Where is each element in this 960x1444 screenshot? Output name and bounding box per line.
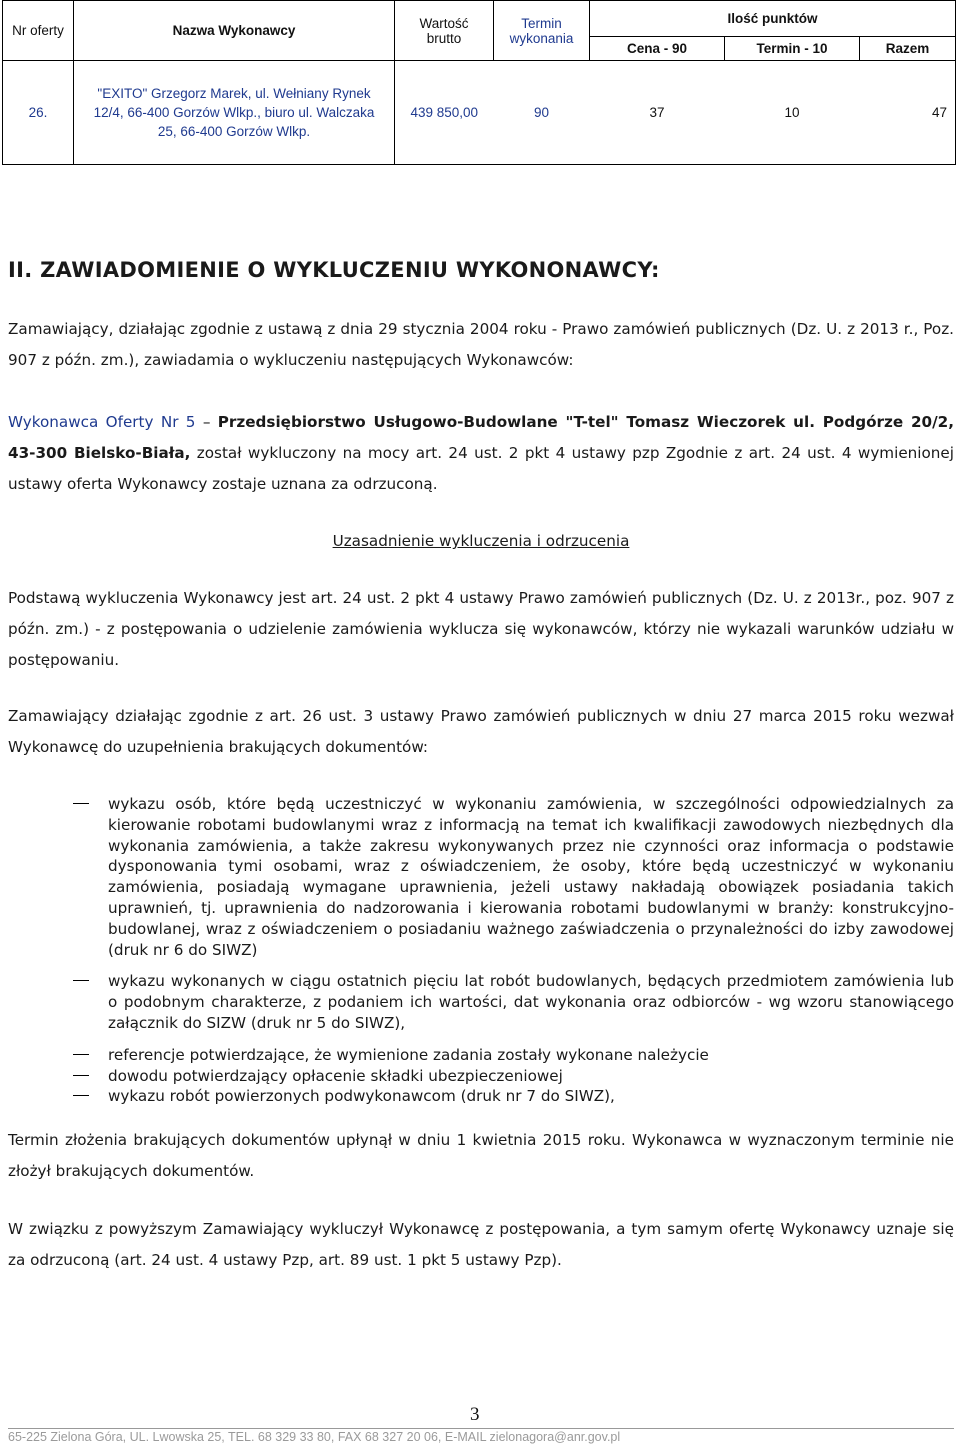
dash-bullet-icon bbox=[73, 1075, 89, 1076]
document-text: wykazu wykonanych w ciągu ostatnich pięciu lat robót budowlanych, będących przedmiotem zamówienia lub o podobnym charakterze, z podaniem ich wartości, dat wykonania oraz odbiorców - wg wzoru stanowiącego załącznik do SIZW (druk nr 5 do SIWZ), bbox=[108, 972, 954, 1032]
header-term-points: Termin - 10 bbox=[725, 37, 860, 61]
dash-bullet-icon bbox=[73, 1095, 89, 1096]
document-text: wykazu robót powierzonych podwykonawcom (druk nr 7 do SIWZ), bbox=[108, 1087, 615, 1106]
list-item bbox=[8, 794, 954, 960]
dash-bullet-icon bbox=[73, 1054, 89, 1055]
header-term-line1: Termin bbox=[521, 15, 562, 31]
header-points: Ilość punktów bbox=[590, 1, 956, 37]
contractor-dash: – bbox=[202, 413, 211, 431]
cell-term-points: 10 bbox=[725, 61, 860, 165]
cell-total: 47 bbox=[860, 61, 956, 165]
header-value-line2: brutto bbox=[426, 30, 462, 46]
contractor-label: Wykonawca Oferty Nr 5 bbox=[8, 413, 196, 431]
footer: 65-225 Zielona Góra, UL. Lwowska 25, TEL. 68 329 33 80, FAX 68 327 20 06, E-MAIL zielonagora@anr.gov.pl bbox=[8, 1428, 954, 1444]
contractor-text bbox=[8, 407, 954, 500]
cell-price: 37 bbox=[590, 61, 725, 165]
intro-text: Zamawiający, działając zgodnie z ustawą z dnia 29 stycznia 2004 roku - Prawo zamówień publicznych (Dz. U. z 2013 r., Poz. 907 z późn. zm.), zawiadamia o wykluczeniu następujących Wykonawców: bbox=[8, 320, 954, 369]
documents-list-wrap bbox=[8, 794, 954, 1107]
justification-heading-wrap bbox=[8, 526, 954, 557]
header-name: Nazwa Wykonawcy bbox=[74, 1, 395, 61]
list-item bbox=[8, 1086, 954, 1107]
list-item bbox=[8, 1066, 954, 1087]
cell-term: 90 bbox=[494, 61, 590, 165]
header-value bbox=[395, 1, 494, 61]
dash-bullet-icon bbox=[73, 980, 89, 981]
list-item bbox=[8, 971, 954, 1033]
deadline-paragraph bbox=[8, 1125, 954, 1187]
justification-heading: Uzasadnienie wykluczenia i odrzucenia bbox=[332, 532, 630, 550]
conclusion-text: W związku z powyższym Zamawiający wykluczył Wykonawcę z postępowania, a tym samym ofertę Wykonawcy uznaje się za odrzuconą (art. 24 ust. 4 ustawy Pzp, art. 89 ust. 1 pkt 5 ustawy Pzp). bbox=[8, 1220, 954, 1269]
intro-paragraph bbox=[8, 314, 954, 376]
header-term bbox=[494, 1, 590, 61]
document-text: referencje potwierdzające, że wymienione zadania zostały wykonane należycie bbox=[108, 1045, 709, 1064]
header-total: Razem bbox=[860, 37, 956, 61]
deadline-text: Termin złożenia brakujących dokumentów upłynął w dniu 1 kwietnia 2015 roku. Wykonawca w wyznaczonym terminie nie złożył brakujących dokumentów. bbox=[8, 1131, 954, 1180]
contractor-paragraph bbox=[8, 407, 954, 500]
document-text: wykazu osób, które będą uczestniczyć w wykonaniu zamówienia, w szczególności odpowiedzialnych za kierowanie robotami budowlanymi wraz z informacją na temat ich kwalifikacji zawodowych niezbędnych dla wykonania zamówienia, a także zakresu wykonywanych przez nie czynności oraz informacja o podstawie dysponowania tymi osobami, wraz z oświadczeniem, że osoby, które będą uczestniczyć w wykonaniu zamówienia, posiadają wymagane uprawnienia, jeżeli ustawy nakładają obowiązek posiadania takich uprawnień, tj. uprawnienia do nadzorowania i kierowania robotami budowlanymi w branży: konstrukcyjno-budowlanej, wraz z oświadczeniem o posiadaniu ważnego zaświadczenia o przynależności do izby zawodowej (druk nr 6 do SIWZ) bbox=[108, 795, 954, 959]
contractor-name: Przedsiębiorstwo Usługowo-Budowlane "T-tel" Tomasz Wieczorek ul. Podgórze 20/2, 43-300 Bielsko-Biała, bbox=[8, 413, 954, 462]
basis-text: Podstawą wykluczenia Wykonawcy jest art. 24 ust. 2 pkt 4 ustawy Prawo zamówień publicznych (Dz. U. z 2013r., poz. 907 z późn. zm.) - z postępowania o udzielenie zamówienia wyklucza się wykonawców, którzy nie wykazali warunków udziału w postępowaniu. bbox=[8, 589, 954, 669]
cell-nr: 26. bbox=[3, 61, 74, 165]
dash-bullet-icon bbox=[73, 803, 89, 804]
cell-value: 439 850,00 bbox=[395, 61, 494, 165]
call-paragraph bbox=[8, 701, 954, 763]
results-table bbox=[2, 0, 956, 165]
page-number: 3 bbox=[470, 1404, 480, 1425]
basis-paragraph bbox=[8, 583, 954, 676]
header-term-line2: wykonania bbox=[509, 30, 574, 46]
contractor-rest: został wykluczony na mocy art. 24 ust. 2 pkt 4 ustawy pzp Zgodnie z art. 24 ust. 4 wymienionej ustawy oferta Wykonawcy zostaje uznana za odrzuconą. bbox=[8, 444, 954, 493]
section-title: II. ZAWIADOMIENIE O WYKLUCZENIU WYKONONAWCY: bbox=[8, 258, 660, 282]
header-nr: Nr oferty bbox=[3, 1, 74, 61]
header-value-line1: Wartość bbox=[419, 15, 469, 31]
conclusion-paragraph bbox=[8, 1214, 954, 1276]
cell-name: "EXITO" Grzegorz Marek, ul. Wełniany Rynek 12/4, 66-400 Gorzów Wlkp., biuro ul. Walczaka 25, 66-400 Gorzów Wlkp. bbox=[74, 61, 395, 165]
header-price: Cena - 90 bbox=[590, 37, 725, 61]
call-text: Zamawiający działając zgodnie z art. 26 ust. 3 ustawy Prawo zamówień publicznych w dniu 27 marca 2015 roku wezwał Wykonawcę do uzupełnienia brakujących dokumentów: bbox=[8, 707, 954, 756]
table-row bbox=[3, 61, 956, 165]
document-text: dowodu potwierdzający opłacenie składki ubezpieczeniowej bbox=[108, 1066, 563, 1085]
documents-list bbox=[8, 794, 954, 1107]
list-item bbox=[8, 1045, 954, 1066]
